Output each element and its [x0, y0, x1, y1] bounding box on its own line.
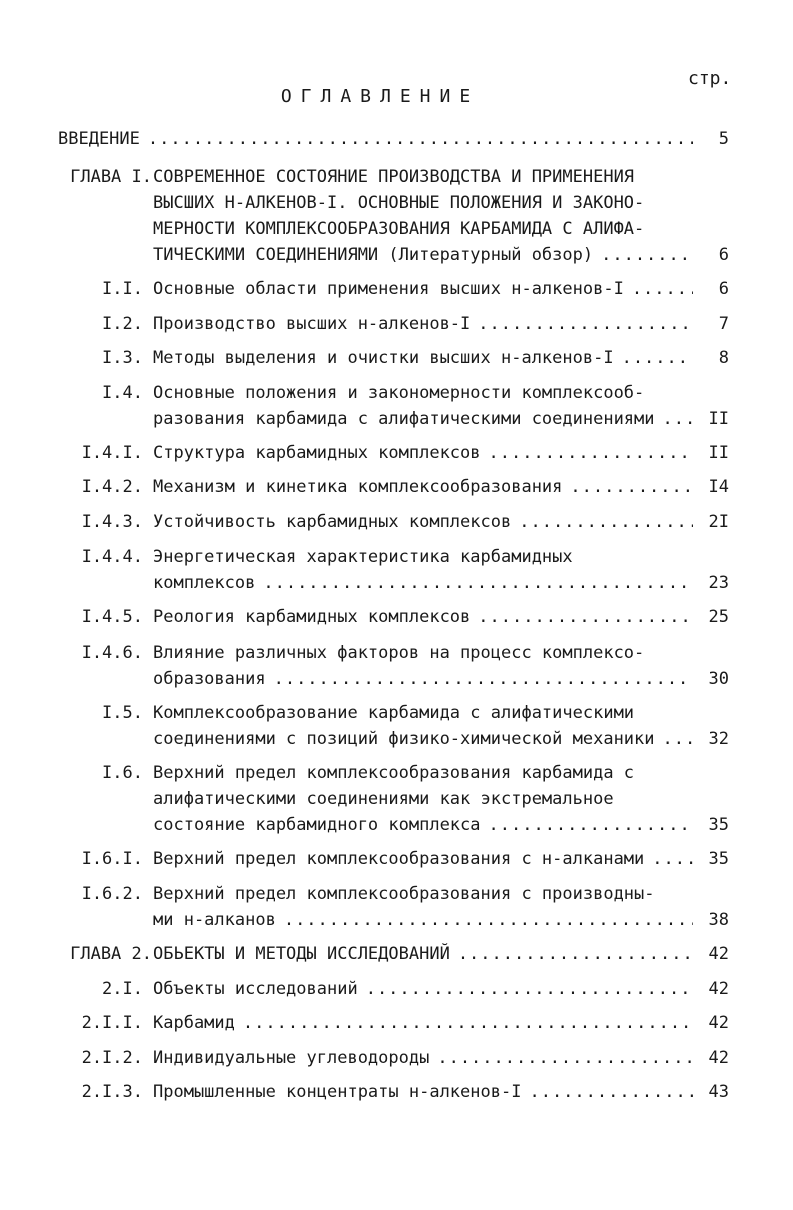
toc-entry — [0, 544, 793, 596]
toc-entry-number: I.4.4. — [81, 547, 143, 567]
toc-entry — [0, 1010, 793, 1036]
toc-entry — [0, 164, 793, 268]
toc-entry-title — [153, 1079, 693, 1105]
dot-leader — [358, 976, 693, 1002]
toc-entry-number: I.I. — [102, 279, 143, 299]
toc-entry-line — [153, 345, 693, 371]
dot-leader — [655, 406, 693, 432]
toc-entry-number: I.4.3. — [81, 512, 143, 532]
toc-entry-title — [153, 976, 693, 1002]
dot-leader — [276, 907, 693, 933]
toc-entry-line — [153, 1010, 693, 1036]
toc-entry-page-number: 42 — [708, 1048, 729, 1068]
toc-entry-line-text: СОВРЕМЕННОЕ СОСТОЯНИЕ ПРОИЗВОДСТВА И ПРИМЕНЕНИЯ — [153, 167, 635, 187]
toc-entry-title — [153, 1045, 693, 1071]
toc-entry-line — [153, 190, 693, 216]
toc-entry-line — [153, 1079, 693, 1105]
toc-entry-page-number: 42 — [708, 1013, 729, 1033]
toc-entry-number: I.4.I. — [81, 443, 143, 463]
toc-entry — [0, 1079, 793, 1105]
toc-entry-line-text: ВЫСШИХ Н-АЛКЕНОВ-I. ОСНОВНЫЕ ПОЛОЖЕНИЯ И ЗАКОНО- — [153, 193, 645, 213]
dot-leader — [655, 726, 693, 752]
toc-entry-line — [153, 1045, 693, 1071]
toc-entry — [0, 640, 793, 692]
toc-entry-page-number: 6 — [718, 279, 729, 299]
toc-entry-number: I.4.2. — [81, 477, 143, 497]
toc-entry-title — [58, 126, 693, 152]
toc-entry-line-text: состояние карбамидного комплекса — [153, 815, 481, 835]
toc-entry-line-text: Механизм и кинетика комплексообразования — [153, 477, 563, 497]
toc-entry-line-text: Объекты исследований — [153, 979, 358, 999]
toc-entry-number: ГЛАВА I. — [70, 167, 152, 187]
toc-entry-line-text: Реология карбамидных комплексов — [153, 607, 471, 627]
toc-entry — [0, 276, 793, 302]
toc-entry-number: ГЛАВА 2. — [70, 944, 152, 964]
toc-entry-line-text: Устойчивость карбамидных комплексов — [153, 512, 512, 532]
toc-entry-line — [153, 380, 693, 406]
toc-entry-number: I.4.5. — [81, 607, 143, 627]
dot-leader — [470, 311, 693, 337]
toc-entry-line — [153, 509, 693, 535]
toc-entry-line — [153, 666, 693, 692]
toc-entry-title — [153, 760, 693, 838]
toc-entry-line-text: Промышленные концентраты н-алкенов-I — [153, 1082, 522, 1102]
toc-entry-title — [153, 640, 693, 692]
toc-entry-line — [153, 976, 693, 1002]
toc-entry-line — [153, 216, 693, 242]
toc-entry-page-number: 42 — [708, 944, 729, 964]
toc-entry-title — [153, 276, 693, 302]
toc-entry-title — [153, 700, 693, 752]
toc-entry-line-text: Основные области применения высших н-алкенов-I — [153, 279, 624, 299]
toc-entry-line-text: Структура карбамидных комплексов — [153, 443, 481, 463]
toc-entry-line — [153, 242, 693, 268]
toc-entry-number: I.6.I. — [81, 849, 143, 869]
toc-entry-page-number: 30 — [708, 669, 729, 689]
toc-entry — [0, 604, 793, 630]
toc-entry-line — [153, 846, 693, 872]
toc-entry-line-text: Верхний предел комплексообразования с производны- — [153, 884, 655, 904]
toc-entry-page-number: 25 — [708, 607, 729, 627]
toc-entry-line-text: ми н-алканов — [153, 910, 276, 930]
toc-entry-line-text: Карбамид — [153, 1013, 235, 1033]
toc-entry-line-text: комплексов — [153, 573, 256, 593]
dot-leader — [593, 242, 693, 268]
toc-entry-number: 2.I. — [102, 979, 143, 999]
toc-entry-number: I.6.2. — [81, 884, 143, 904]
toc-entry-number: 2.I.I. — [81, 1013, 143, 1033]
toc-entry — [0, 440, 793, 466]
toc-entry-line-text: ВВЕДЕНИЕ — [58, 129, 140, 149]
toc-entry — [0, 700, 793, 752]
toc-entry — [0, 976, 793, 1002]
toc-entry — [0, 311, 793, 337]
toc-entry-title — [153, 604, 693, 630]
toc-entry-title — [153, 380, 693, 432]
toc-entry-title — [153, 345, 693, 371]
toc-entry-line-text: ОБЬЕКТЫ И МЕТОДЫ ИССЛЕДОВАНИЙ — [153, 944, 450, 964]
toc-entry — [0, 846, 793, 872]
toc-entry-page-number: 23 — [708, 573, 729, 593]
toc-entry-number: I.2. — [102, 314, 143, 334]
toc-entry-page-number: 35 — [708, 815, 729, 835]
toc-entry-line — [153, 544, 693, 570]
toc-entry-line — [153, 311, 693, 337]
toc-entry — [0, 509, 793, 535]
toc-entry-line-text: разования карбамида с алифатическими соединениями — [153, 409, 655, 429]
toc-entry-line-text: Энергетическая характеристика карбамидных — [153, 547, 573, 567]
toc-entry — [0, 126, 793, 152]
page-column-label: стр. — [688, 68, 732, 89]
dot-leader — [235, 1010, 693, 1036]
dot-leader — [255, 570, 693, 596]
toc-entry-line-text: соединениями с позиций физико-химической механики — [153, 729, 655, 749]
toc-entry-number: I.5. — [102, 703, 143, 723]
toc-entry-line — [153, 881, 693, 907]
toc-entry-line-text: алифатическими соединениями как экстремальное — [153, 789, 614, 809]
toc-entry-page-number: 35 — [708, 849, 729, 869]
toc-entry-page-number: 7 — [718, 314, 729, 334]
toc-entry — [0, 380, 793, 432]
dot-leader — [450, 941, 693, 967]
toc-entry-number: I.4.6. — [81, 643, 143, 663]
toc-entry — [0, 1045, 793, 1071]
toc-entry-line — [153, 604, 693, 630]
dot-leader — [644, 846, 693, 872]
toc-entry-page-number: 42 — [708, 979, 729, 999]
toc-entry-page-number: 38 — [708, 910, 729, 930]
dot-leader — [140, 126, 693, 152]
toc-entry-line-text: Основные положения и закономерности комплексооб- — [153, 383, 645, 403]
toc-entry-line — [153, 760, 693, 786]
toc-entry-line-text: образования — [153, 669, 266, 689]
toc-entry-number: 2.I.2. — [81, 1048, 143, 1068]
dot-leader — [562, 474, 693, 500]
toc-entry-line — [153, 440, 693, 466]
dot-leader — [614, 345, 693, 371]
toc-entry-title — [153, 311, 693, 337]
toc-entry-title — [153, 440, 693, 466]
toc-entry-line — [153, 570, 693, 596]
toc-entry-title — [153, 1010, 693, 1036]
dot-leader — [511, 509, 693, 535]
toc-entry-page-number: II — [708, 443, 729, 463]
toc-entry-line — [153, 406, 693, 432]
toc-entry — [0, 760, 793, 838]
toc-entry-line — [153, 907, 693, 933]
toc-entry-title — [153, 544, 693, 596]
toc-entry-title — [153, 474, 693, 500]
dot-leader — [481, 440, 693, 466]
toc-entry-line-text: Верхний предел комплексообразования карбамида с — [153, 763, 635, 783]
toc-entry-line — [153, 941, 693, 967]
toc-entry-line — [153, 700, 693, 726]
dot-leader — [481, 812, 693, 838]
toc-entry-page-number: 32 — [708, 729, 729, 749]
toc-entry-number: 2.I.3. — [81, 1082, 143, 1102]
toc-entry-number: I.3. — [102, 348, 143, 368]
toc-entry-title — [153, 509, 693, 535]
toc-entry-title — [153, 164, 693, 268]
toc-entry-page-number: 8 — [718, 348, 729, 368]
toc-entry-line-text: Комплексообразование карбамида с алифатическими — [153, 703, 635, 723]
toc-entry — [0, 941, 793, 967]
toc-entry — [0, 881, 793, 933]
toc-entry-page-number: 6 — [718, 245, 729, 265]
toc-entry-line — [153, 276, 693, 302]
toc-entry — [0, 345, 793, 371]
toc-entry-title — [153, 881, 693, 933]
toc-entry-line — [153, 640, 693, 666]
dot-leader — [521, 1079, 693, 1105]
toc-entry-line-text: Индивидуальные углеводороды — [153, 1048, 430, 1068]
dot-leader — [470, 604, 693, 630]
toc-entry-line — [153, 474, 693, 500]
toc-entry-line — [153, 726, 693, 752]
toc-entry — [0, 474, 793, 500]
toc-entry-page-number: 43 — [708, 1082, 729, 1102]
toc-entry-number: I.6. — [102, 763, 143, 783]
toc-entry-page-number: 2I — [708, 512, 729, 532]
toc-entry-title — [153, 846, 693, 872]
toc-entry-title — [153, 941, 693, 967]
dot-leader — [266, 666, 693, 692]
toc-entry-line-text: ТИЧЕСКИМИ СОЕДИНЕНИЯМИ (Литературный обзор) — [153, 245, 594, 265]
dot-leader — [624, 276, 693, 302]
toc-entry-line — [153, 786, 693, 812]
toc-entry-line — [58, 126, 693, 152]
toc-entry-line-text: МЕРНОСТИ КОМПЛЕКСООБРАЗОВАНИЯ КАРБАМИДА С АЛИФА- — [153, 219, 645, 239]
toc-entry-line-text: Производство высших н-алкенов-I — [153, 314, 471, 334]
toc-entry-line — [153, 812, 693, 838]
toc-entry-line-text: Влияние различных факторов на процесс комплексо- — [153, 643, 645, 663]
toc-entry-page-number: I4 — [708, 477, 729, 497]
dot-leader — [429, 1045, 693, 1071]
toc-entry-line — [153, 164, 693, 190]
toc-entry-page-number: 5 — [718, 129, 729, 149]
toc-entry-page-number: II — [708, 409, 729, 429]
page-title: ОГЛАВЛЕНИЕ — [280, 86, 480, 107]
toc-entry-number: I.4. — [102, 383, 143, 403]
toc-entry-line-text: Методы выделения и очистки высших н-алкенов-I — [153, 348, 614, 368]
toc-entry-line-text: Верхний предел комплексообразования с н-алканами — [153, 849, 645, 869]
